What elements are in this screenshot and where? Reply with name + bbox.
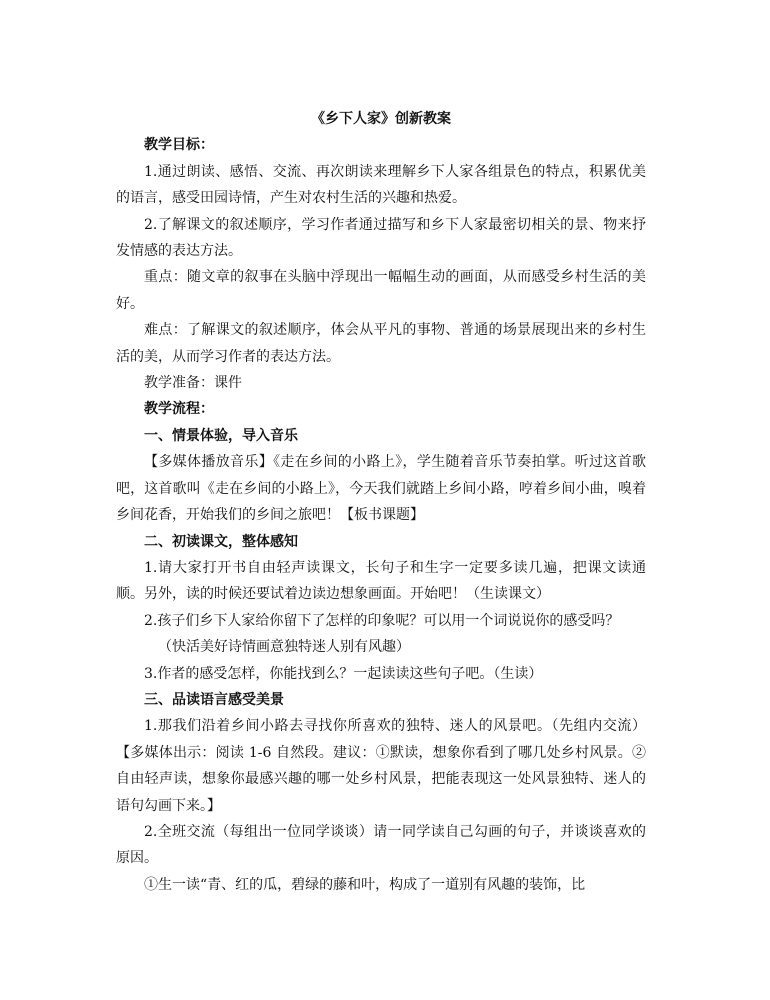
difficult-point: 难点：了解课文的叙述顺序，体会从平凡的事物、普通的场景展现出来的乡村生活的美，从而学习作者的表达方法。: [116, 322, 646, 365]
key-point: 重点：随文章的叙事在头脑中浮现出一幅幅生动的画面，从而感受乡村生活的美好。: [116, 269, 646, 312]
step-2-item-1: 1.请大家打开书自由轻声读课文，长句子和生字一定要多读几遍，把课文读通顺。另外，读的时候还要试着边读边想象画面。开始吧！（生读课文）: [116, 559, 646, 603]
step-3-item-2: 2.全班交流（每组出一位同学谈谈）请一同学读自己勾画的句子，并谈谈喜欢的原因。: [116, 823, 646, 867]
step-3-item-1: 1.那我们沿着乡间小路去寻找你所喜欢的独特、迷人的风景吧。（先组内交流）【多媒体出示：阅读 1-6 自然段。建议：①默读，想象你看到了哪几处乡村风景。②自由轻声读，想象你最感兴趣的哪一处乡村风景，把能表现这一处风景独特、迷人的语句勾画下来。】: [116, 718, 646, 814]
document-title: 《乡下人家》创新教案: [311, 111, 451, 127]
section-heading-process: 教学流程：: [144, 401, 214, 418]
step-3-heading: 三、品读语言感受美景: [144, 691, 284, 708]
objective-2: 2.了解课文的叙述顺序，学习作者通过描写和乡下人家最密切相关的景、物来抒发情感的表达方法。: [116, 216, 646, 260]
step-2-answers: （快活美好诗情画意独特迷人别有风趣）: [158, 639, 410, 656]
step-2-item-3: 3.作者的感受怎样，你能找到么？一起读读这些句子吧。（生读）: [144, 665, 543, 682]
step-2-item-2: 2.孩子们乡下人家给你留下了怎样的印象呢？可以用一个词说说你的感受吗？: [144, 612, 620, 629]
step-1-heading: 一、情景体验，导入音乐: [144, 427, 298, 444]
teaching-preparation: 教学准备：课件: [144, 375, 242, 392]
section-heading-objectives: 教学目标：: [144, 137, 214, 154]
step-1-paragraph: 【多媒体播放音乐】《走在乡间的小路上》，学生随着音乐节奏拍掌。听过这首歌吧，这首歌叫《走在乡间的小路上》，今天我们就踏上乡间小路，哼着乡间小曲，嗅着乡间花香，开始我们的乡间之旅吧！【板书课题】: [116, 454, 646, 524]
step-3-student-reading: ①生一读“青、红的瓜，碧绿的藤和叶，构成了一道别有风趣的装饰，比: [144, 876, 586, 893]
objective-1: 1.通过朗读、感悟、交流、再次朗读来理解乡下人家各组景色的特点，积累优美的语言，感受田园诗情，产生对农村生活的兴趣和热爱。: [116, 163, 646, 207]
step-2-heading: 二、初读课文，整体感知: [144, 533, 298, 550]
document-body: [116, 106, 646, 898]
